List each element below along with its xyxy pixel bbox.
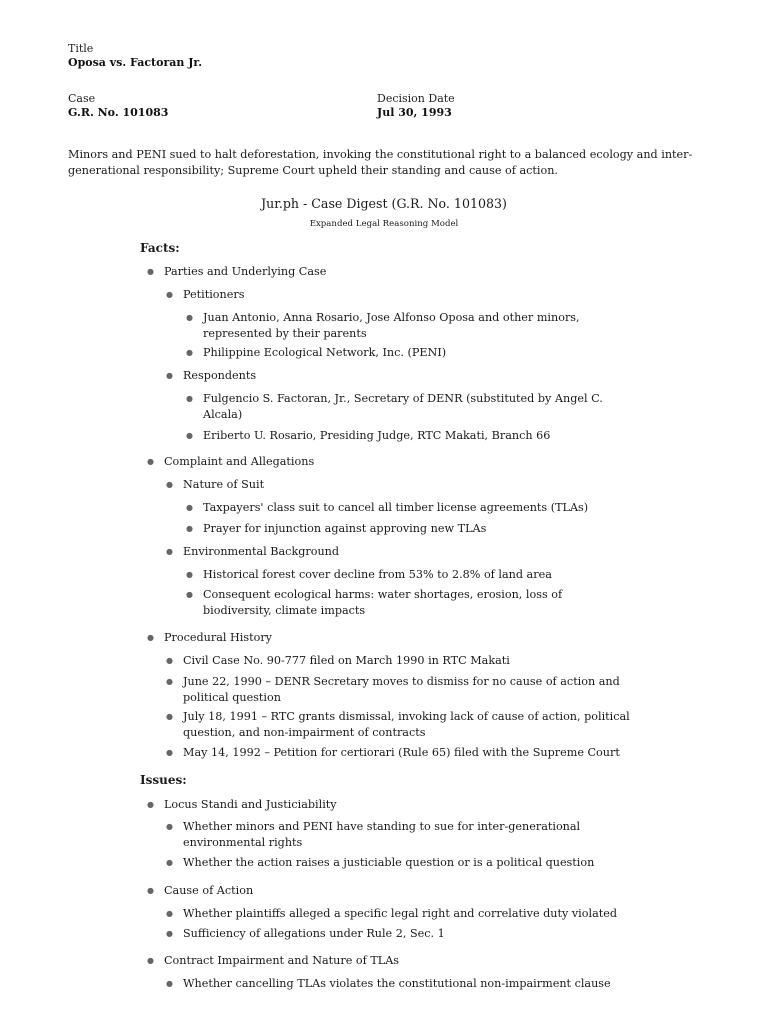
list-item: ● Eriberto U. Rosario, Presiding Judge, RTC Makati, Branch 66 xyxy=(186,429,551,442)
bullet-icon: ● xyxy=(147,267,154,276)
list-item: ● Juan Antonio, Anna Rosario, Jose Alfonso Oposa and other minors, represented by their parents xyxy=(186,311,580,340)
digest-title: Jur.ph - Case Digest (G.R. No. 101083) xyxy=(261,196,507,211)
list-item: ● Prayer for injunction against approving new TLAs xyxy=(186,522,487,535)
bullet-icon: ● xyxy=(186,313,193,322)
list-item: ● Locus Standi and Justiciability xyxy=(147,798,337,811)
bullet-icon: ● xyxy=(147,956,154,965)
bullet-icon: ● xyxy=(166,712,173,721)
list-item: ● Procedural History xyxy=(147,631,272,644)
list-item: ● Whether the action raises a justiciable question or is a political question xyxy=(166,856,595,869)
bullet-icon: ● xyxy=(166,677,173,686)
case-summary: Minors and PENI sued to halt deforestation, invoking the constitutional right to a balanced ecology and inter-generational responsibility; Supreme Court upheld their standing and cause of action. xyxy=(68,148,693,177)
bullet-icon: ● xyxy=(186,348,193,357)
list-item: ● Taxpayers' class suit to cancel all timber license agreements (TLAs) xyxy=(186,501,589,514)
case-label: Case xyxy=(68,92,96,105)
bullet-icon: ● xyxy=(186,524,193,533)
bullet-icon: ● xyxy=(166,858,173,867)
list-item: ● June 22, 1990 – DENR Secretary moves to dismiss for no cause of action and political question xyxy=(166,675,620,704)
facts-heading: Facts: xyxy=(140,241,180,255)
list-item: ● Complaint and Allegations xyxy=(147,455,315,468)
list-item: ● Civil Case No. 90-777 filed on March 1990 in RTC Makati xyxy=(166,654,510,667)
list-item: ● July 18, 1991 – RTC grants dismissal, invoking lack of cause of action, political question, and non-impairment of contracts xyxy=(166,710,630,739)
list-item: ● Nature of Suit xyxy=(166,478,265,491)
list-item: ● Philippine Ecological Network, Inc. (PENI) xyxy=(186,346,447,359)
bullet-icon: ● xyxy=(166,290,173,299)
title-label: Title xyxy=(68,42,94,55)
bullet-icon: ● xyxy=(166,480,173,489)
bullet-icon: ● xyxy=(186,503,193,512)
list-item: ● Cause of Action xyxy=(147,884,254,897)
list-item: ● Respondents xyxy=(166,369,257,382)
bullet-icon: ● xyxy=(147,457,154,466)
bullet-icon: ● xyxy=(166,748,173,757)
list-item: ● May 14, 1992 – Petition for certiorari (Rule 65) filed with the Supreme Court xyxy=(166,746,620,759)
list-item: ● Whether plaintiffs alleged a specific legal right and correlative duty violated xyxy=(166,907,618,920)
bullet-icon: ● xyxy=(147,800,154,809)
bullet-icon: ● xyxy=(186,431,193,440)
issues-heading: Issues: xyxy=(140,773,187,787)
list-item: ● Whether minors and PENI have standing to sue for inter-generational environmental rights xyxy=(166,820,581,849)
list-item: ● Petitioners xyxy=(166,288,245,301)
bullet-icon: ● xyxy=(186,590,193,599)
bullet-icon: ● xyxy=(166,822,173,831)
bullet-icon: ● xyxy=(166,656,173,665)
list-item: ● Consequent ecological harms: water shortages, erosion, loss of biodiversity, climate impacts xyxy=(186,588,563,617)
bullet-icon: ● xyxy=(166,979,173,988)
bullet-icon: ● xyxy=(166,547,173,556)
title-value: Oposa vs. Factoran Jr. xyxy=(68,56,203,69)
list-item: ● Sufficiency of allegations under Rule 2, Sec. 1 xyxy=(166,927,445,940)
list-item: ● Parties and Underlying Case xyxy=(147,265,327,278)
case-value: G.R. No. 101083 xyxy=(68,106,169,119)
list-item: ● Whether cancelling TLAs violates the constitutional non-impairment clause xyxy=(166,977,611,990)
list-item: ● Fulgencio S. Factoran, Jr., Secretary of DENR (substituted by Angel C. Alcala) xyxy=(186,392,603,421)
list-item: ● Environmental Background xyxy=(166,545,340,558)
bullet-icon: ● xyxy=(186,394,193,403)
bullet-icon: ● xyxy=(166,929,173,938)
bullet-icon: ● xyxy=(186,570,193,579)
decision-date-label: Decision Date xyxy=(377,92,455,105)
bullet-icon: ● xyxy=(147,886,154,895)
bullet-icon: ● xyxy=(166,371,173,380)
bullet-icon: ● xyxy=(166,909,173,918)
bullet-icon: ● xyxy=(147,633,154,642)
decision-date-value: Jul 30, 1993 xyxy=(377,106,452,119)
list-item: ● Historical forest cover decline from 53% to 2.8% of land area xyxy=(186,568,552,581)
digest-subtitle: Expanded Legal Reasoning Model xyxy=(309,219,459,229)
list-item: ● Contract Impairment and Nature of TLAs xyxy=(147,954,400,967)
